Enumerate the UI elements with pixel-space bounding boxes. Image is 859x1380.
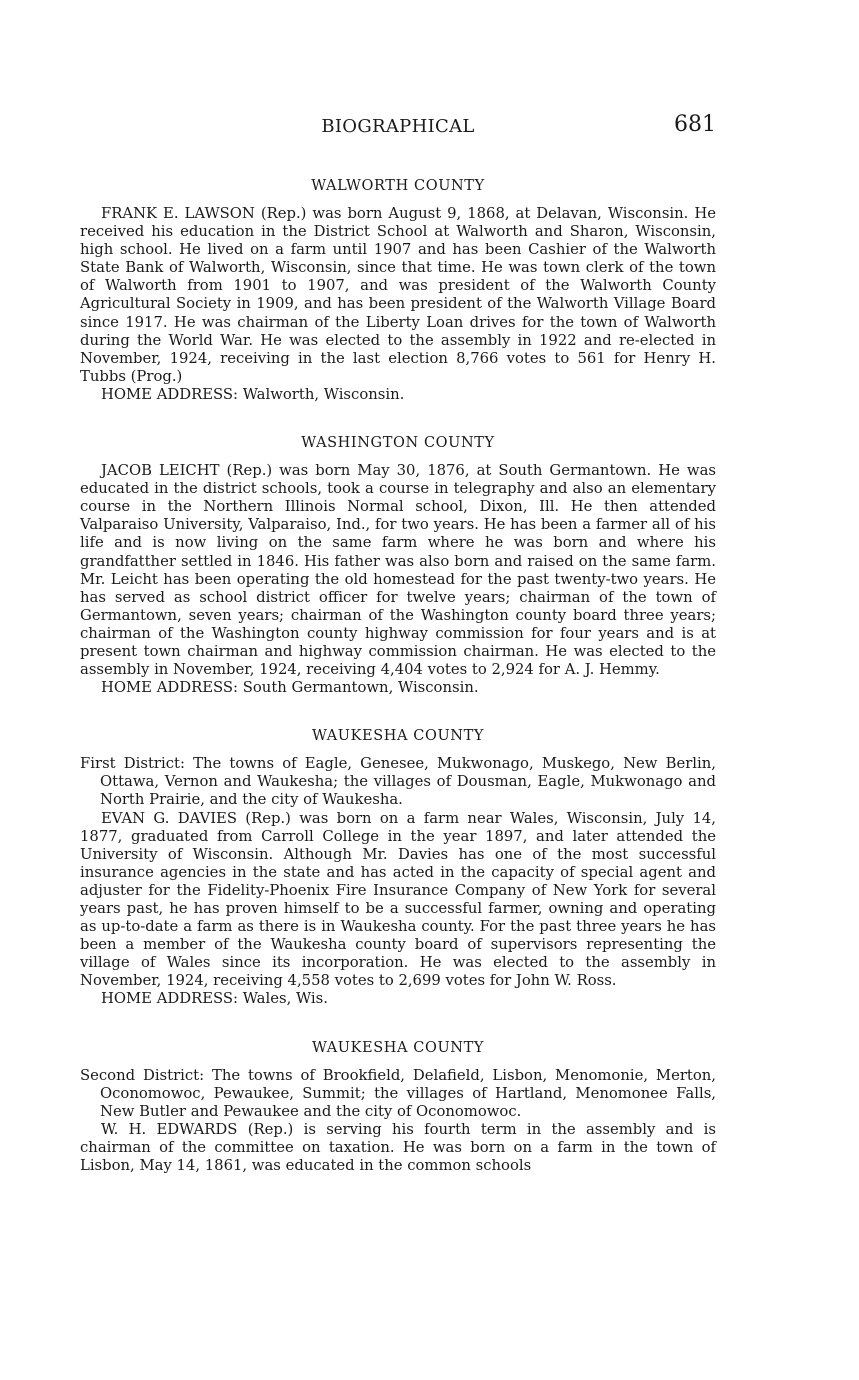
running-head xyxy=(80,112,716,146)
home-address-leicht: HOME ADDRESS: South Germantown, Wisconsin. xyxy=(101,679,479,697)
page-number: 681 xyxy=(674,112,716,137)
biography-davies: EVAN G. DAVIES (Rep.) was born on a farm near Wales, Wisconsin, July 14, 1877, graduated from Carroll College in the year 1897, and later attended the University of Wisconsin. Although Mr. Davies has one of the most successful insurance agencies in the state and has acted in the capacity of special agent and adjuster for the Fidelity-Phoenix Fire Insurance Company of New York for several years past, he has proven himself to be a successful farmer, owning and operating as up-to-date a farm as there is in Waukesha county. For the past three years he has been a member of the Waukesha county board of supervisors representing the village of Wales since its incorporation. He was elected to the assembly in November, 1924, receiving 4,558 votes to 2,699 votes for John W. Ross. xyxy=(80,809,716,990)
biography-leicht: JACOB LEICHT (Rep.) was born May 30, 1876, at South Germantown. He was educated in the district schools, took a course in telegraphy and also an elementary course in the Northern Illinois Normal school, Dixon, Ill. He then attended Valparaiso University, Valparaiso, Ind., for two years. He has been a farmer all of his life and is now living on the same farm where he was born and where his grandfatther settled in 1846. His father was also born and raised on the same farm. Mr. Leicht has been operating the old homestead for the past twenty-two years. He has served as school district officer for twelve years; chairman of the town of Germantown, seven years; chairman of the Washington county board three years; chairman of the Washington county highway commission for four years and is at present town chairman and highway commission chairman. He was elected to the assembly in November, 1924, receiving 4,404 votes to 2,924 for A. J. Hemmy. xyxy=(80,462,716,679)
home-address-davies: HOME ADDRESS: Wales, Wis. xyxy=(101,990,328,1008)
county-heading-waukesha-second: WAUKESHA COUNTY xyxy=(311,1039,485,1056)
county-heading-waukesha-first: WAUKESHA COUNTY xyxy=(311,728,485,745)
home-address-lawson: HOME ADDRESS: Walworth, Wisconsin. xyxy=(101,385,405,403)
biography-lawson: FRANK E. LAWSON (Rep.) was born August 9, 1868, at Delavan, Wisconsin. He received his education in the District School at Walworth and Sharon, Wisconsin, high school. He lived on a farm until 1907 and has been Cashier of the Walworth State Bank of Walworth, Wisconsin, since that time. He was town clerk of the town of Walworth from 1901 to 1907, and was president of the Walworth County Agricultural Society in 1909, and has been president of the Walworth Village Board since 1917. He was chairman of the Liberty Loan drives for the town of Walworth during the World War. He was elected to the assembly in 1922 and re-elected in November, 1924, receiving in the last election 8,766 votes to 561 for Henry H. Tubbs (Prog.) xyxy=(80,205,716,385)
county-heading-washington: WASHINGTON COUNTY xyxy=(301,435,495,452)
document-page xyxy=(80,112,716,1175)
district-description-second: Second District: The towns of Brookfield, Delafield, Lisbon, Menomonie, Merton, Oconomowoc, Pewaukee, Summit; the villages of Hartland, Menomonee Falls, New Butler and Pewaukee and the city of Oconomowoc. xyxy=(80,1066,716,1120)
district-description-first: First District: The towns of Eagle, Genesee, Mukwonago, Muskego, New Berlin, Ottawa, Vernon and Waukesha; the villages of Dousman, Eagle, Mukwonago and North Prairie, and the city of Waukesha. xyxy=(80,755,716,809)
page-header-title: BIOGRAPHICAL xyxy=(321,116,475,137)
biography-edwards: W. H. EDWARDS (Rep.) is serving his fourth term in the assembly and is chairman of the committee on taxation. He was born on a farm in the town of Lisbon, May 14, 1861, was educated in the common schools xyxy=(80,1120,716,1175)
county-heading-walworth: WALWORTH COUNTY xyxy=(311,178,485,194)
